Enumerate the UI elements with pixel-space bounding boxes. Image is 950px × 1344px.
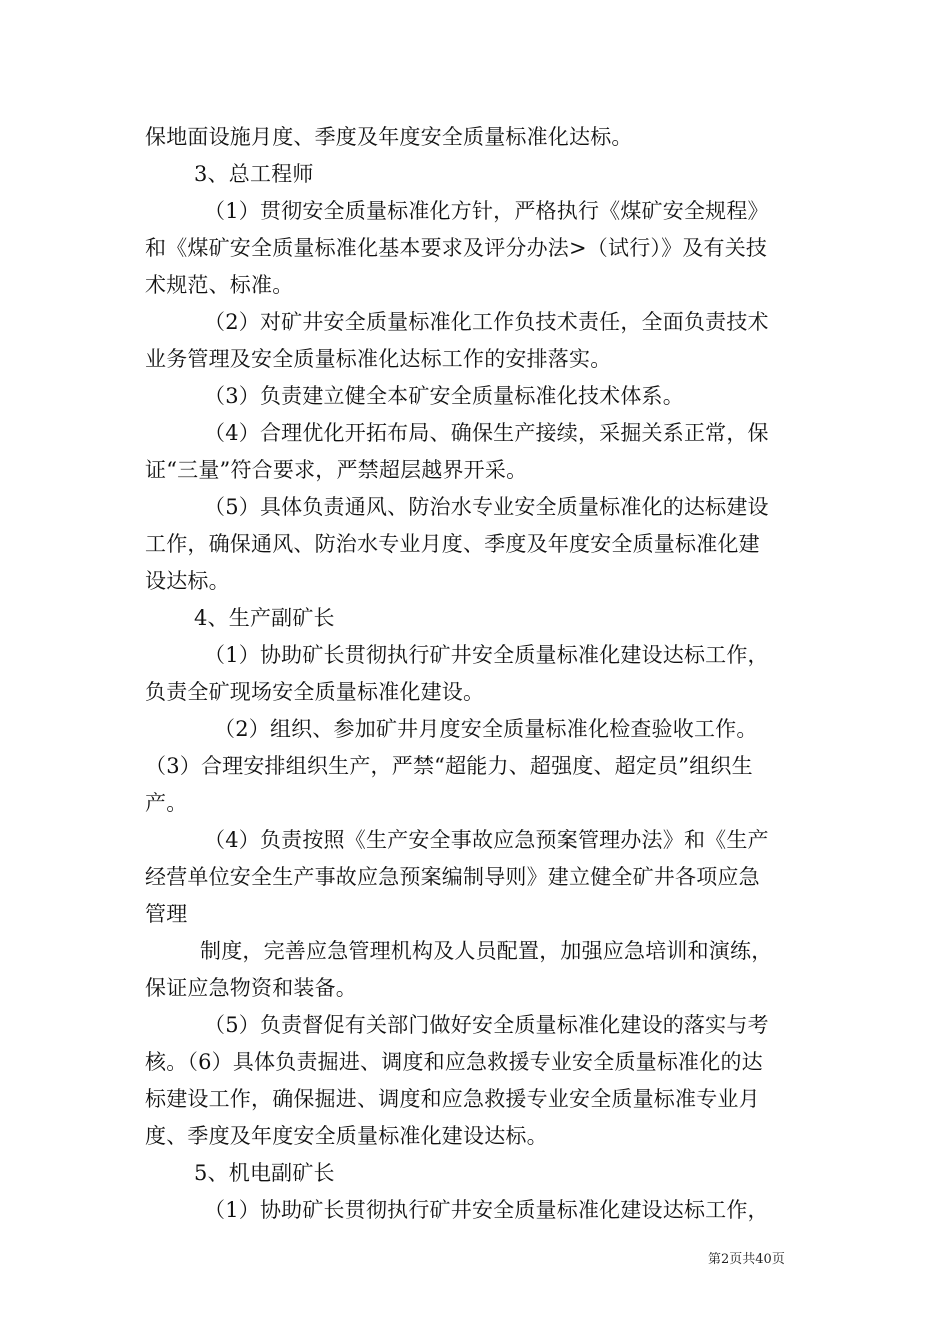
section-heading: 5、机电副矿长 <box>194 1161 335 1185</box>
text-line: （1）协助矿长贯彻执行矿井安全质量标准化建设达标工作， <box>204 1198 769 1222</box>
text-line: 管理 <box>145 902 188 926</box>
text-line: （4）负责按照《生产安全事故应急预案管理办法》和《生产 <box>204 828 769 852</box>
text-line: （1）贯彻安全质量标准化方针，严格执行《煤矿安全规程》 <box>204 199 769 223</box>
text-line: （5）具体负责通风、防治水专业安全质量标准化的达标建设 <box>204 495 769 519</box>
text-line: 和《煤矿安全质量标准化基本要求及评分办法>（试行）》及有关技 <box>145 236 768 260</box>
text-line: 保地面设施月度、季度及年度安全质量标准化达标。 <box>145 125 633 149</box>
text-line: （2）组织、参加矿井月度安全质量标准化检查验收工作。 <box>214 717 758 741</box>
text-line: 工作，确保通风、防治水专业月度、季度及年度安全质量标准化建 <box>145 532 760 556</box>
text-line: （4）合理优化开拓布局、确保生产接续，采掘关系正常，保 <box>204 421 769 445</box>
text-line: 设达标。 <box>145 569 230 593</box>
section-heading: 3、总工程师 <box>194 162 314 186</box>
text-line: 核。（6）具体负责掘进、调度和应急救援专业安全质量标准化的达 <box>145 1050 763 1074</box>
text-line: 术规范、标准。 <box>145 273 294 297</box>
text-line: （2）对矿井安全质量标准化工作负技术责任，全面负责技术 <box>204 310 769 334</box>
text-line: （3）合理安排组织生产，严禁“超能力、超强度、超定员”组织生 <box>145 754 753 778</box>
text-line: （5）负责督促有关部门做好安全质量标准化建设的落实与考 <box>204 1013 769 1037</box>
text-line: 产。 <box>145 791 188 815</box>
text-line: （1）协助矿长贯彻执行矿井安全质量标准化建设达标工作， <box>204 643 769 667</box>
text-line: 度、季度及年度安全质量标准化建设达标。 <box>145 1124 548 1148</box>
text-line: 证“三量”符合要求，严禁超层越界开采。 <box>145 458 528 482</box>
text-line: 保证应急物资和装备。 <box>145 976 357 1000</box>
text-line: 标建设工作，确保掘进、调度和应急救援专业安全质量标准专业月 <box>145 1087 760 1111</box>
text-line: 制度，完善应急管理机构及人员配置，加强应急培训和演练， <box>200 939 773 963</box>
text-line: 负责全矿现场安全质量标准化建设。 <box>145 680 485 704</box>
text-line: 业务管理及安全质量标准化达标工作的安排落实。 <box>145 347 612 371</box>
section-heading: 4、生产副矿长 <box>194 606 335 630</box>
text-line: 经营单位安全生产事故应急预案编制导则》建立健全矿井各项应急 <box>145 865 760 889</box>
page-number-footer: 第2页共40页 <box>708 1252 785 1267</box>
text-line: （3）负责建立健全本矿安全质量标准化技术体系。 <box>204 384 684 408</box>
